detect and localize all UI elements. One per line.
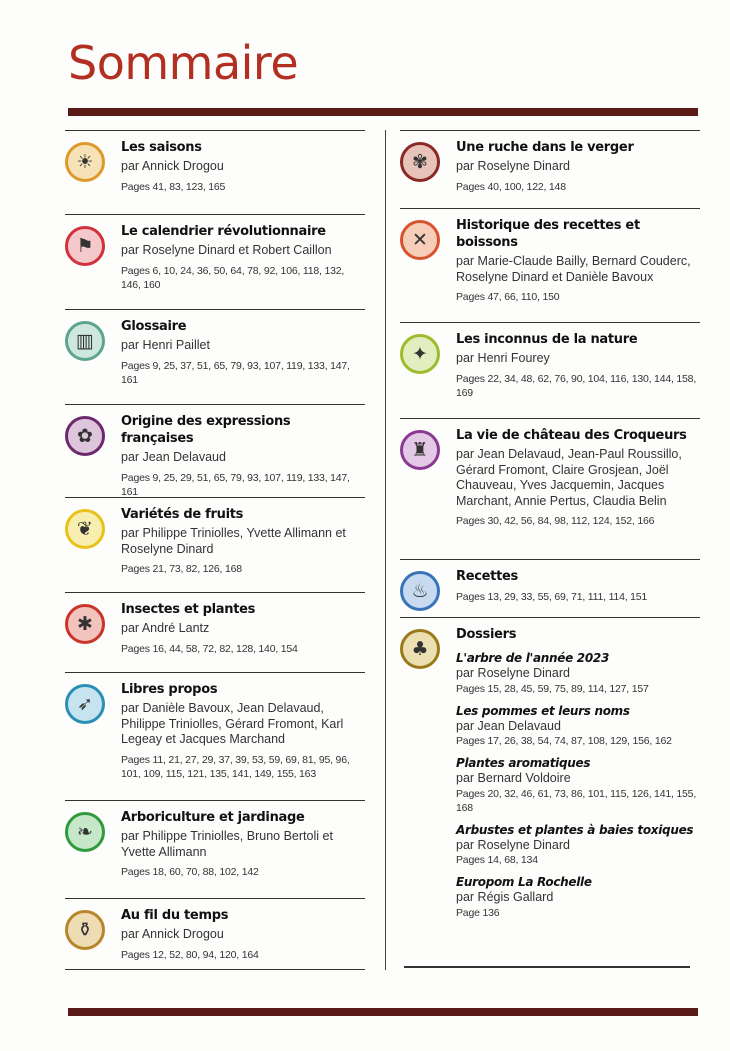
dossier-title: Les pommes et leurs noms: [456, 703, 630, 718]
amphora-icon: ⚱: [65, 910, 105, 950]
entry-text: [121, 601, 365, 656]
entry-text: [121, 681, 365, 781]
entry-text: [121, 139, 365, 194]
left-column: [65, 130, 365, 970]
dossier-title: Europom La Rochelle: [456, 875, 592, 889]
entry-author: par Philippe Triniolles, Yvette Allimann et Roselyne Dinard: [121, 526, 346, 556]
dossier-author: par Bernard Voldoire: [456, 771, 571, 785]
toc-entry: [400, 418, 700, 559]
castle-icon: ♜: [400, 430, 440, 470]
sprout-icon: ❧: [65, 812, 105, 852]
entry-text: [121, 413, 365, 499]
toc-entry: [65, 898, 365, 970]
dossier-author: par Régis Gallard: [456, 890, 554, 904]
entry-text: [121, 506, 365, 576]
entry-title: La vie de château des Croqueurs: [456, 428, 687, 443]
entry-pages: Pages 18, 60, 70, 88, 102, 142: [121, 866, 259, 878]
right-column-bottom-rule: [404, 966, 690, 968]
entry-pages: Pages 47, 66, 110, 150: [456, 291, 560, 303]
entry-title: Une ruche dans le verger: [456, 140, 634, 155]
entry-author: par André Lantz: [121, 621, 210, 635]
entry-text: [121, 907, 365, 962]
bottom-bar: [68, 1008, 698, 1016]
book-icon: ▥: [65, 321, 105, 361]
entry-title: Les inconnus de la nature: [456, 332, 638, 347]
entry-text: [456, 568, 700, 604]
dossier-author: par Roselyne Dinard: [456, 666, 570, 680]
entry-author: par Philippe Triniolles, Bruno Bertoli et Yvette Allimann: [121, 829, 333, 859]
page-title: Sommaire: [68, 36, 299, 90]
entry-pages: Pages 9, 25, 29, 51, 65, 79, 93, 107, 119, 133, 147, 161: [121, 471, 350, 498]
dossier-title: Plantes aromatiques: [456, 756, 591, 770]
cooking-pot-icon: ♨: [400, 571, 440, 611]
dossier-author: par Roselyne Dinard: [456, 837, 570, 852]
entry-pages: Pages 21, 73, 82, 126, 168: [121, 563, 242, 575]
entry-title: Glossaire: [121, 319, 187, 334]
toc-entry: [400, 130, 700, 208]
entry-author: par Henri Paillet: [121, 338, 210, 352]
entry-text: [456, 217, 700, 304]
bee-icon: ✾: [400, 142, 440, 182]
dossier-pages: Pages 17, 26, 38, 54, 74, 87, 108, 129, 156, 162: [456, 735, 672, 747]
dossier-pages: Pages 20, 32, 46, 61, 73, 86, 101, 115, 126, 141, 155, 168: [456, 787, 697, 814]
toc-entry: [65, 800, 365, 898]
entry-title: Recettes: [456, 569, 518, 584]
entry-title: Origine des expressions françaises: [121, 414, 291, 446]
dossier-item: [456, 822, 700, 868]
dossier-item: [456, 874, 700, 920]
entry-title: Le calendrier révolutionnaire: [121, 224, 326, 239]
toc-entry: [65, 130, 365, 214]
toc-entry: [400, 322, 700, 418]
entry-pages: Pages 40, 100, 122, 148: [456, 180, 566, 193]
toc-entry: [65, 672, 365, 800]
entry-text: [121, 809, 365, 879]
entry-title: Arboriculture et jardinage: [121, 810, 305, 825]
entry-pages: Pages 16, 44, 58, 72, 82, 128, 140, 154: [121, 642, 298, 655]
entry-title: Libres propos: [121, 682, 218, 697]
entry-title: Historique des recettes et boissons: [456, 218, 640, 250]
toc-entry: [400, 559, 700, 617]
dossiers-title: Dossiers: [456, 627, 517, 642]
entry-author: par Jean Delavaud, Jean-Paul Roussillo, Gérard Fromont, Claire Grosjean, Joël Chauveau, Yves Jacquemin, Jacques Marchant, Annie Pertus, Claudia Belin: [456, 447, 682, 508]
dossier-title: Arbustes et plantes à baies toxiques: [456, 822, 694, 837]
cherries-icon: ❦: [65, 509, 105, 549]
entry-author: par Danièle Bavoux, Jean Delavaud, Philippe Triniolles, Gérard Fromont, Karl Legeay et Jacques Marchand: [121, 701, 344, 746]
entry-pages: Pages 30, 42, 56, 84, 98, 112, 124, 152, 166: [456, 515, 655, 527]
dossier-pages: Pages 14, 68, 134: [456, 854, 538, 866]
entry-text: [456, 331, 700, 400]
entry-title: Les saisons: [121, 140, 202, 155]
dossier-item: [456, 755, 700, 815]
entry-pages: Pages 41, 83, 123, 165: [121, 180, 226, 193]
toc-entry: [400, 208, 700, 322]
beetle-icon: ✱: [65, 604, 105, 644]
entry-author: par Roselyne Dinard et Robert Caillon: [121, 243, 332, 257]
dossiers-section: [400, 617, 700, 930]
entry-pages: Pages 13, 29, 33, 55, 69, 71, 111, 114, 151: [456, 591, 648, 603]
entry-text: [456, 139, 700, 194]
toc-entry: [65, 592, 365, 672]
dossier-title: L'arbre de l'année 2023: [456, 651, 609, 665]
revolution-figure-icon: ⚑: [65, 226, 105, 266]
entry-title: Au fil du temps: [121, 908, 229, 923]
entry-pages: Pages 6, 10, 24, 36, 50, 64, 78, 92, 106, 118, 132, 146, 160: [121, 264, 345, 291]
column-divider: [385, 130, 386, 970]
apple-books-icon: ♣: [400, 629, 440, 669]
rocket-icon: ➶: [65, 684, 105, 724]
entry-title: Insectes et plantes: [121, 602, 256, 617]
dossiers-text: [456, 626, 700, 920]
right-column: [400, 130, 700, 930]
toc-entry: [65, 309, 365, 404]
entry-title: Variétés de fruits: [121, 507, 244, 522]
dossier-item: [456, 703, 700, 749]
entry-author: par Annick Drogou: [121, 927, 224, 941]
toc-entry: [65, 404, 365, 497]
entry-author: par Roselyne Dinard: [456, 159, 570, 173]
speech-bubble-icon: ✿: [65, 416, 105, 456]
dossier-item: [456, 650, 700, 696]
entry-text: [121, 223, 365, 292]
toc-entry: [65, 497, 365, 592]
dossier-pages: Pages 15, 28, 45, 59, 75, 89, 114, 127, 157: [456, 682, 649, 695]
entry-author: par Annick Drogou: [121, 159, 224, 173]
top-bar: [68, 108, 698, 116]
entry-pages: Pages 22, 34, 48, 62, 76, 90, 104, 116, 130, 144, 158, 169: [456, 372, 697, 399]
entry-pages: Pages 9, 25, 37, 51, 65, 79, 93, 107, 119, 133, 147, 161: [121, 359, 350, 386]
sun-rainbow-icon: ☀: [65, 142, 105, 182]
entry-author: par Marie-Claude Bailly, Bernard Couderc, Roselyne Dinard et Danièle Bavoux: [456, 254, 691, 284]
entry-author: par Jean Delavaud: [121, 450, 226, 464]
entry-author: par Henri Fourey: [456, 351, 550, 365]
dossier-pages: Page 136: [456, 906, 500, 919]
bird-icon: ✦: [400, 334, 440, 374]
entry-pages: Pages 12, 52, 80, 94, 120, 164: [121, 948, 259, 961]
entry-text: [121, 318, 365, 387]
dossier-author: par Jean Delavaud: [456, 718, 561, 733]
fork-knife-icon: ✕: [400, 220, 440, 260]
entry-text: [456, 427, 700, 528]
entry-pages: Pages 11, 21, 27, 29, 37, 39, 53, 59, 69, 81, 95, 96, 101, 109, 115, 121, 135, 141, 149, 155, 163: [121, 753, 350, 780]
toc-entry: [65, 214, 365, 309]
